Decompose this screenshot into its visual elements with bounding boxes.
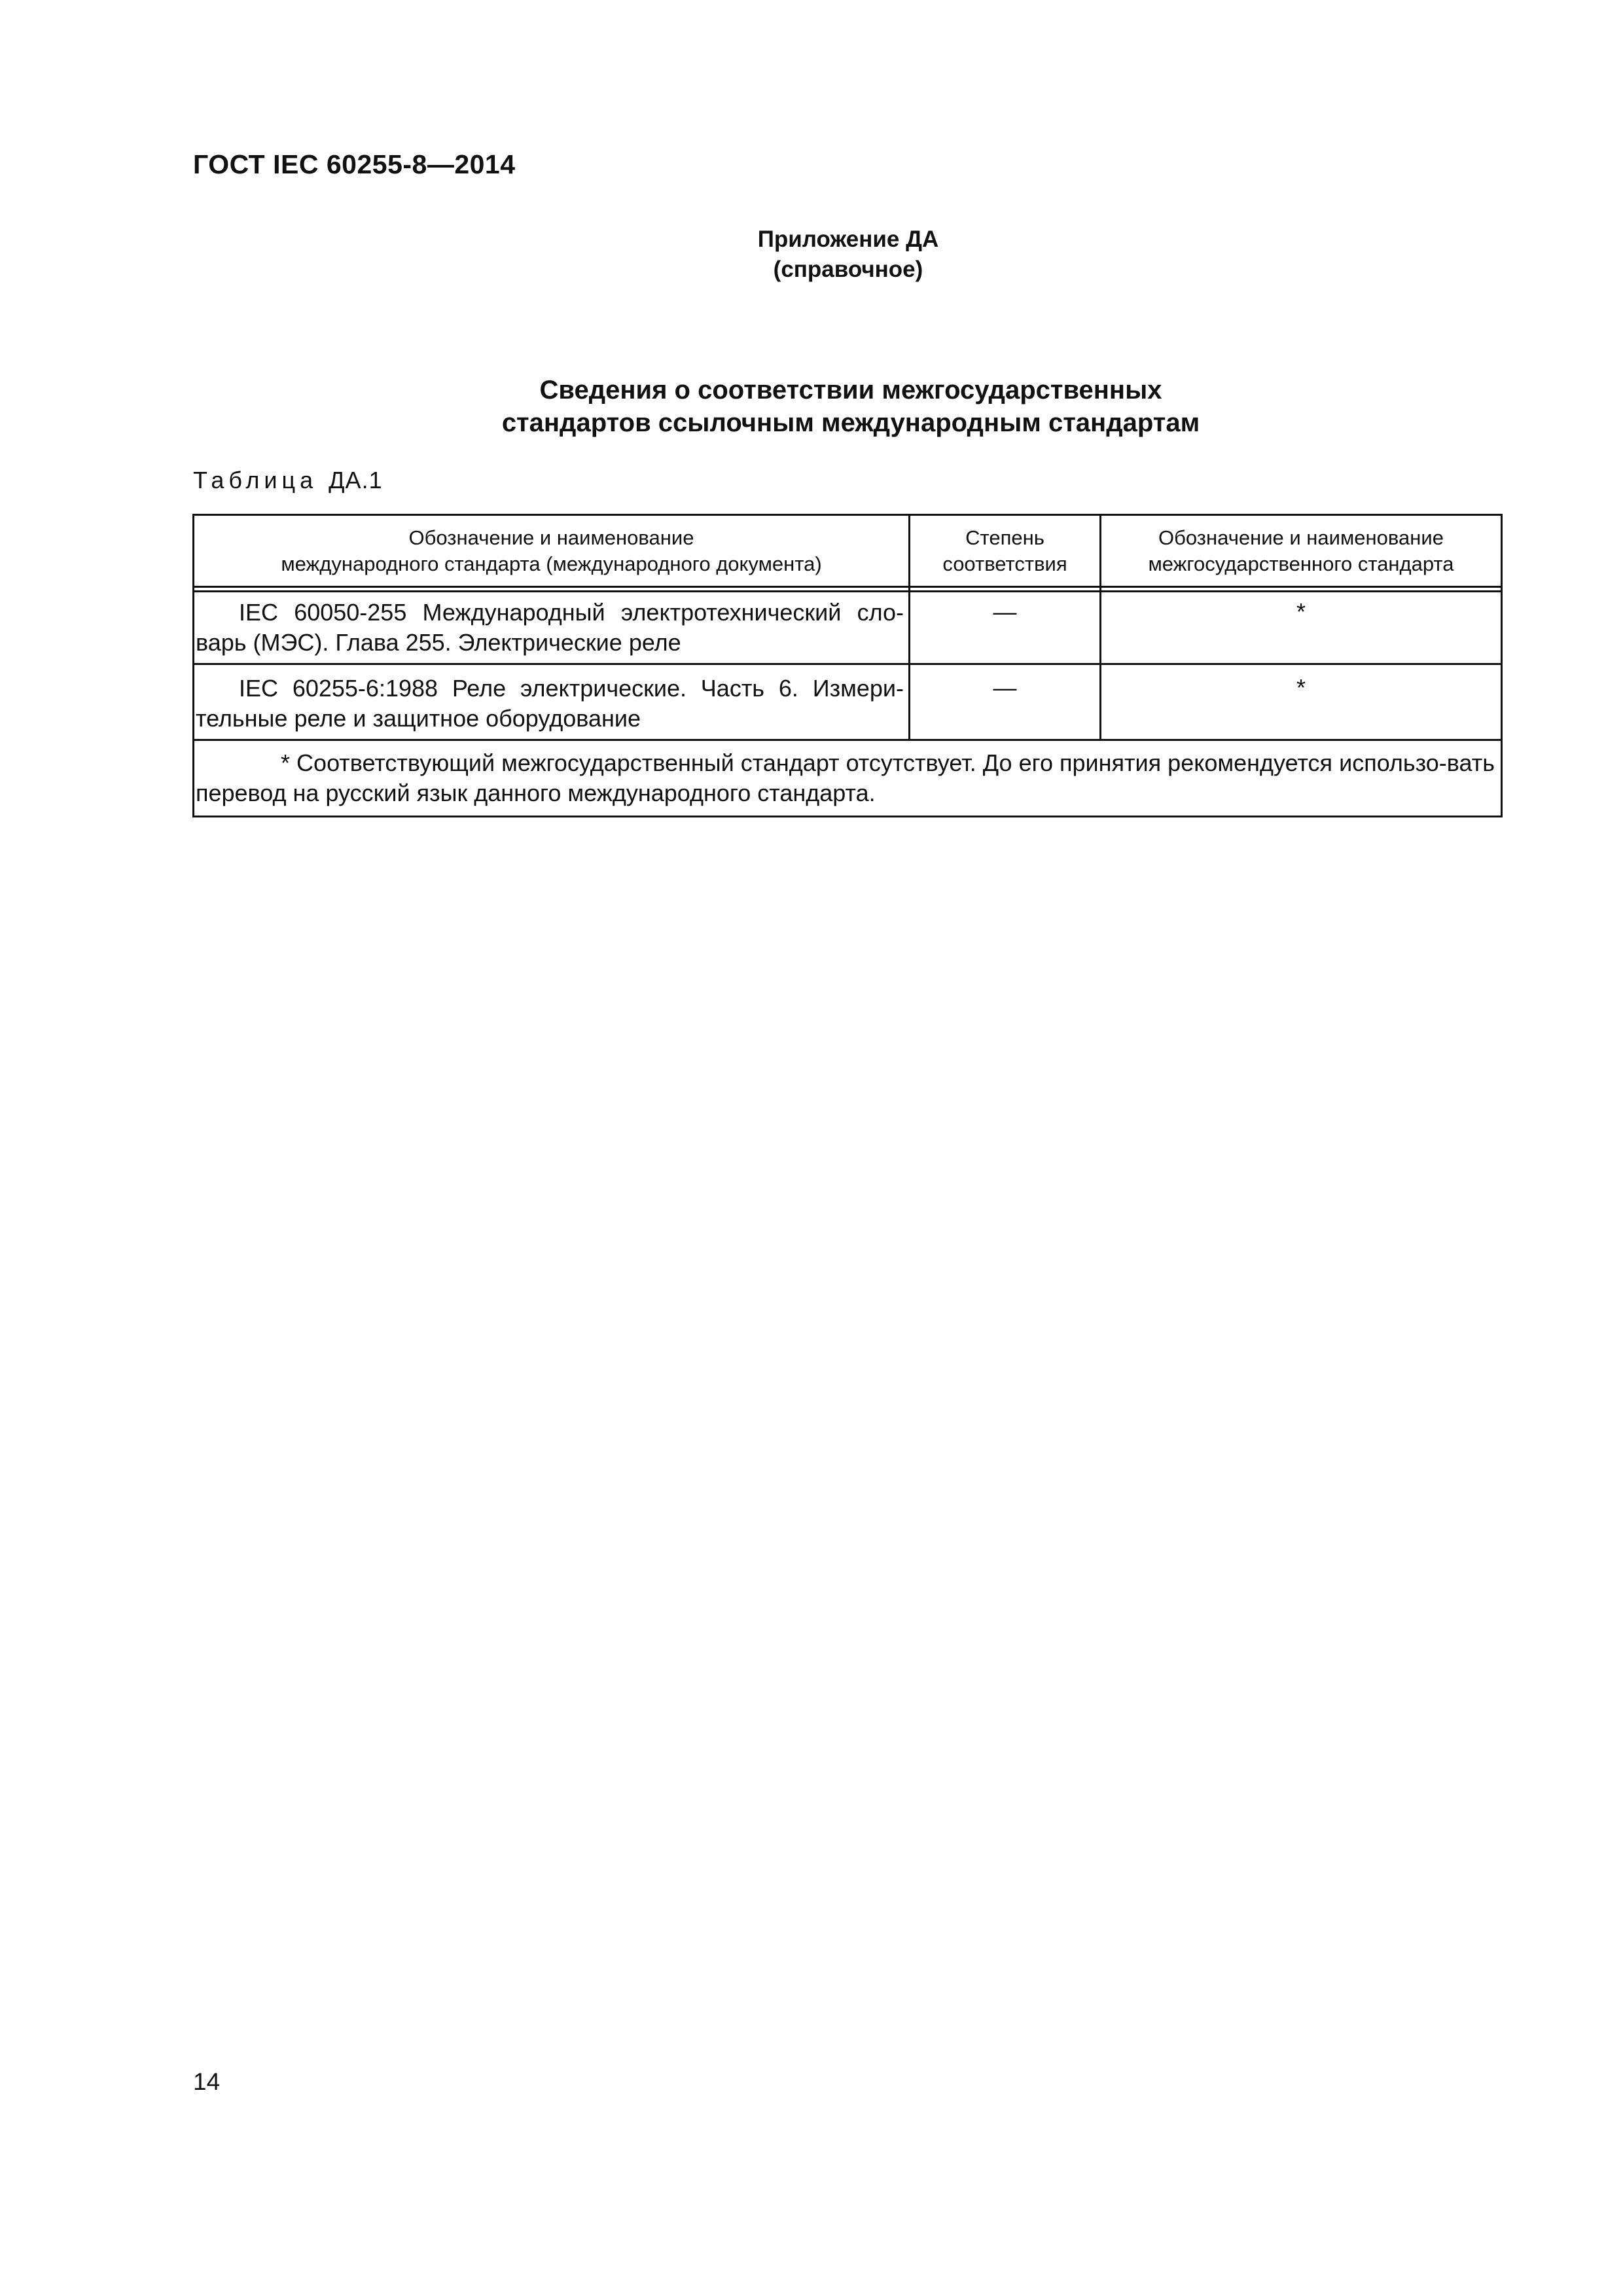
table-caption-word: Таблица — [193, 467, 318, 493]
table-caption-number: ДА.1 — [329, 467, 383, 493]
row-divider — [194, 663, 1501, 665]
row1-international-standard: IEC 60050-255 Международный электротехнический сло-варь (МЭС). Глава 255. Электрические реле — [196, 599, 904, 656]
header-cell-line: Обозначение и наименование — [408, 526, 694, 549]
appendix-type: (справочное) — [773, 257, 923, 282]
row2-interstate-standard: * — [1296, 674, 1306, 701]
appendix-title: Приложение ДА — [757, 226, 939, 252]
table-caption — [193, 467, 383, 494]
row1-degree: — — [993, 598, 1017, 625]
header-cell-line: соответствия — [942, 552, 1067, 575]
section-title-line2: стандартов ссылочным международным стандартам — [501, 408, 1200, 437]
header-degree — [910, 525, 1099, 577]
header-interstate-standard — [1101, 525, 1501, 577]
row2-international-standard: IEC 60255-6:1988 Реле электрические. Часть 6. Измери-тельные реле и защитное оборудование — [196, 675, 904, 732]
header-cell-line: Обозначение и наименование — [1158, 526, 1444, 549]
row2-degree: — — [993, 674, 1017, 701]
row-divider — [194, 739, 1501, 741]
header-cell-line: межгосударственного стандарта — [1148, 552, 1454, 575]
row1-interstate-standard: * — [1296, 598, 1306, 625]
document-code: ГОСТ IEC 60255-8—2014 — [193, 149, 516, 179]
header-cell-line: Степень — [965, 526, 1044, 549]
header-cell-line: международного стандарта (международного документа) — [281, 552, 822, 575]
section-title-line1: Сведения о соответствии межгосударственных — [539, 376, 1162, 404]
header-divider — [194, 590, 1501, 592]
standards-correspondence-table — [192, 514, 1503, 817]
table-footnote: * Соответствующий межгосударственный стандарт отсутствует. До его принятия рекомендуется использо-вать перевод на русский язык данного международного стандарта. — [196, 749, 1495, 806]
header-international-standard — [194, 525, 908, 577]
header-divider — [194, 586, 1501, 588]
page-number: 14 — [193, 2068, 221, 2095]
